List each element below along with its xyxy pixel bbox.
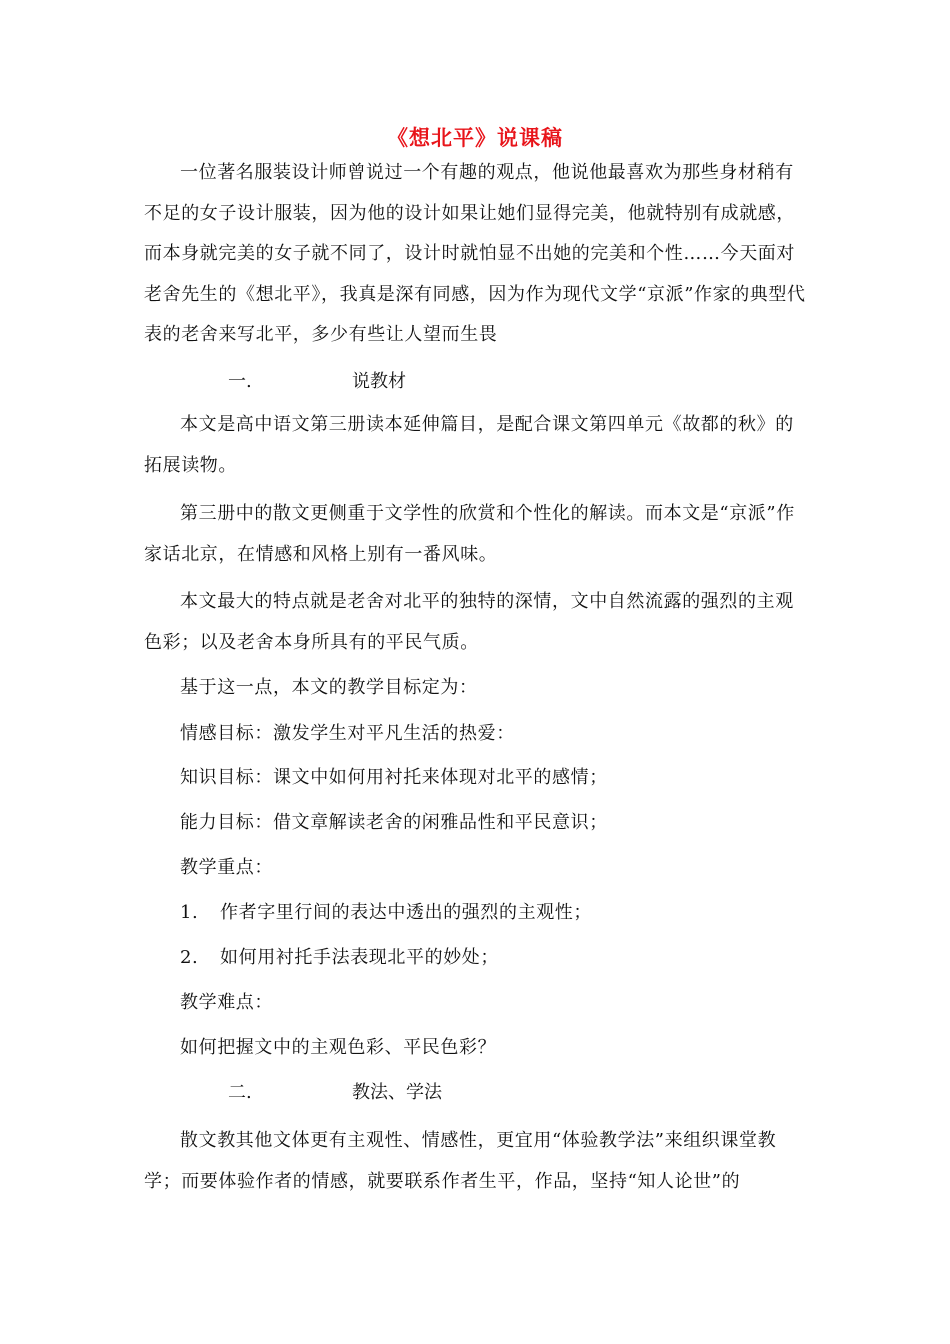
goal-emotion: 情感目标：激发学生对平凡生活的热爱： — [180, 723, 515, 744]
paragraph-prose-focus: 第三册中的散文更侧重于文学性的欣赏和个性化的解读。而本文是“京派”作家话北京，在情感和风格上别有一番风味。 — [144, 503, 795, 565]
list-item-text: 如何用衬托手法表现北平的妙处； — [220, 947, 499, 968]
section-2-number: 二. — [228, 1082, 252, 1103]
list-item — [180, 901, 592, 925]
document-title: 《想北平》说课稿 — [387, 125, 563, 150]
section-2-title: 教法、学法 — [352, 1082, 442, 1103]
difficulty-heading: 教学难点： — [180, 992, 273, 1013]
list-item-number: 1. — [180, 902, 199, 923]
paragraph-method: 散文教其他文体更有主观性、情感性，更宜用“体验教学法”来组织课堂教学；而要体验作者的情感，就要联系作者生平，作品，坚持“知人论世”的 — [144, 1130, 777, 1192]
key-points-heading: 教学重点： — [180, 857, 273, 878]
section-1-number: 一. — [228, 371, 252, 392]
goal-ability: 能力目标：借文章解读老舍的闲雅品性和平民意识； — [180, 812, 608, 833]
list-item — [180, 946, 499, 970]
paragraph-feature: 本文最大的特点就是老舍对北平的独特的深情，文中自然流露的强烈的主观色彩；以及老舍本身所具有的平民气质。 — [144, 591, 794, 653]
list-item-text: 作者字里行间的表达中透出的强烈的主观性； — [220, 902, 592, 923]
paragraph-textbook: 本文是高中语文第三册读本延伸篇目，是配合课文第四单元《故都的秋》的拓展读物。 — [144, 414, 794, 476]
section-1-title: 说教材 — [352, 371, 406, 392]
goal-intro: 基于这一点，本文的教学目标定为： — [180, 677, 478, 698]
difficulty-text: 如何把握文中的主观色彩、平民色彩？ — [180, 1037, 497, 1058]
goal-knowledge: 知识目标：课文中如何用衬托来体现对北平的感情； — [180, 767, 608, 788]
intro-paragraph: 一位著名服装设计师曾说过一个有趣的观点，他说他最喜欢为那些身材稍有不足的女子设计服装，因为他的设计如果让她们显得完美，他就特别有成就感，而本身就完美的女子就不同了，设计时就怕显不出她的完美和个性……今天面对老舍先生的《想北平》，我真是深有同感，因为作为现代文学“京派”作家的典型代表的老舍来写北平，多少有些让人望而生畏 — [144, 162, 806, 345]
list-item-number: 2. — [180, 947, 199, 968]
